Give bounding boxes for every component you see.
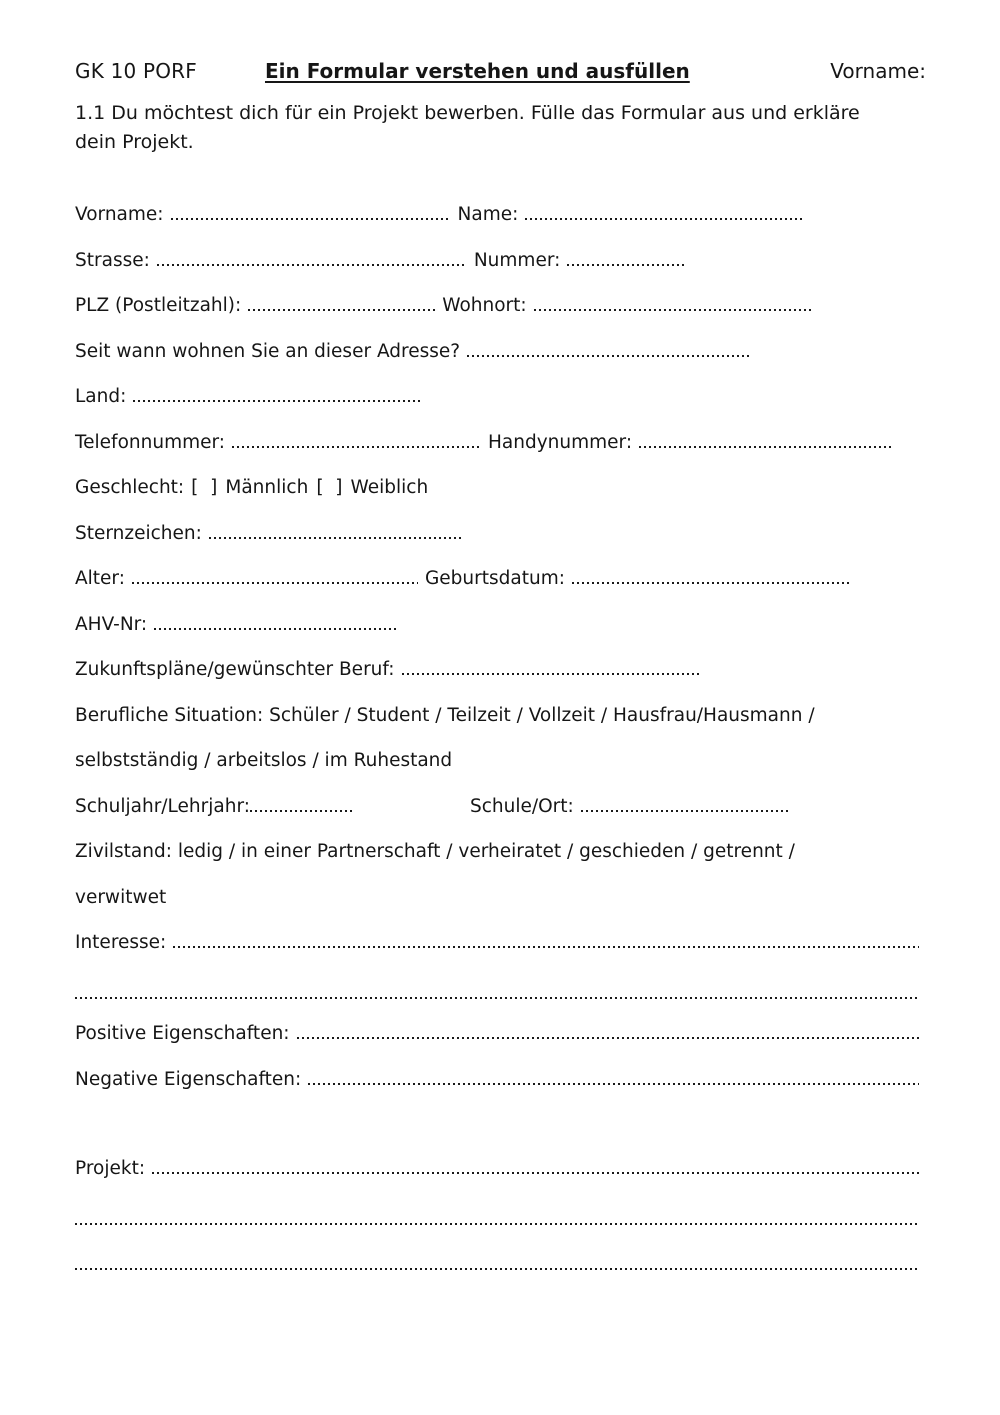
row-interesse-continuation [75, 978, 926, 1024]
vorname-dotted-line [171, 218, 451, 220]
interesse-label: Interesse: [75, 932, 167, 953]
sternzeichen-dotted-line [209, 537, 461, 539]
row-zivilstand-2 [75, 887, 926, 933]
row-zivilstand-1 [75, 841, 926, 887]
row-strasse-nummer [75, 250, 926, 296]
row-zukunft [75, 659, 926, 705]
negative-dotted-line [308, 1083, 919, 1085]
checkbox-weiblich: [ ] [316, 477, 343, 498]
handy-dotted-line [639, 446, 892, 448]
course-code: GK 10 PORF [75, 59, 197, 83]
row-plz-wohnort [75, 295, 926, 341]
wohnort-dotted-line [534, 309, 812, 311]
zukunft-label: Zukunftspläne/gewünschter Beruf: [75, 659, 395, 680]
wohnort-label: Wohnort: [442, 295, 527, 316]
sternzeichen-label: Sternzeichen: [75, 522, 202, 544]
nummer-label: Nummer: [473, 249, 561, 271]
schuljahr-label: Schuljahr/Lehrjahr: [75, 795, 250, 817]
projekt-dotted-line-3 [75, 1268, 919, 1270]
geburtsdatum-label: Geburtsdatum: [424, 568, 565, 589]
worksheet-title: Ein Formular verstehen und ausfüllen [264, 59, 690, 83]
row-land [75, 386, 926, 432]
schule-ort-dotted-line [581, 810, 791, 812]
telefon-label: Telefonnummer: [75, 431, 226, 453]
schuljahr-dotted-line [250, 810, 355, 812]
row-interesse [75, 932, 926, 978]
geschlecht-label: Geschlecht: [75, 477, 185, 498]
adresse-frage-label: Seit wann wohnen Sie an dieser Adresse? [75, 340, 461, 362]
berufliche-situation-text-1: Berufliche Situation: Schüler / Student / Teilzeit / Vollzeit / Hausfrau/Hausmann / [75, 704, 815, 726]
plz-label: PLZ (Postleitzahl): [75, 295, 242, 316]
name-dotted-line [525, 218, 805, 220]
land-label: Land: [75, 386, 127, 407]
checkbox-maennlich: [ ] [191, 477, 218, 498]
row-alter-geburtsdatum [75, 568, 926, 614]
name-label: Name: [457, 204, 519, 225]
row-berufliche-situation-2 [75, 750, 926, 796]
alter-dotted-line [132, 582, 418, 584]
row-berufliche-situation-1 [75, 705, 926, 751]
student-name-label: Vorname: [830, 59, 926, 83]
strasse-label: Strasse: [75, 249, 150, 271]
geburtsdatum-dotted-line [572, 582, 850, 584]
page-header [75, 58, 926, 84]
interesse-dotted-line [173, 946, 919, 948]
projekt-dotted-line [152, 1172, 919, 1174]
vorname-label: Vorname: [75, 204, 164, 225]
row-positive-eigenschaften [75, 1023, 926, 1069]
alter-label: Alter: [75, 568, 125, 589]
task-instruction-line1: 1.1 Du möchtest dich für ein Projekt bewerben. Fülle das Formular aus und erkläre [75, 102, 860, 124]
row-geschlecht [75, 477, 926, 523]
positive-dotted-line [297, 1037, 919, 1039]
row-schuljahr-schule [75, 796, 926, 842]
telefon-dotted-line [232, 446, 481, 448]
weiblich-label: Weiblich [350, 477, 429, 498]
plz-dotted-line [248, 309, 435, 311]
schule-ort-label: Schule/Ort: [469, 795, 574, 817]
negative-eigenschaften-label: Negative Eigenschaften: [75, 1068, 302, 1090]
row-sternzeichen [75, 523, 926, 569]
interesse-dotted-line-2 [75, 997, 919, 999]
row-adresse-frage [75, 341, 926, 387]
projekt-dotted-line-2 [75, 1223, 919, 1225]
row-ahv [75, 614, 926, 660]
form-body [75, 204, 926, 1295]
row-vorname-name [75, 204, 926, 250]
adresse-dotted-line [467, 355, 750, 357]
ahv-dotted-line [154, 628, 396, 630]
nummer-dotted-line [567, 264, 687, 266]
row-negative-eigenschaften [75, 1069, 926, 1115]
positive-eigenschaften-label: Positive Eigenschaften: [75, 1023, 290, 1044]
land-dotted-line [133, 400, 420, 402]
zukunft-dotted-line [402, 673, 702, 675]
task-instruction-line2: dein Projekt. [75, 131, 194, 153]
ahv-label: AHV-Nr: [75, 613, 148, 635]
row-projekt-continuation-2 [75, 1249, 926, 1295]
row-projekt [75, 1158, 926, 1204]
maennlich-label: Männlich [225, 477, 309, 498]
row-telefon-handy [75, 432, 926, 478]
section-spacer [75, 1114, 926, 1158]
strasse-dotted-line [157, 264, 467, 266]
handy-label: Handynummer: [488, 431, 633, 453]
zivilstand-text-2: verwitwet [75, 886, 167, 908]
berufliche-situation-text-2: selbstständig / arbeitslos / im Ruhestand [75, 750, 453, 771]
projekt-label: Projekt: [75, 1158, 146, 1179]
task-instruction [75, 99, 926, 157]
row-projekt-continuation-1 [75, 1204, 926, 1250]
zivilstand-text-1: Zivilstand: ledig / in einer Partnerschaft / verheiratet / geschieden / getrennt / [75, 841, 795, 862]
